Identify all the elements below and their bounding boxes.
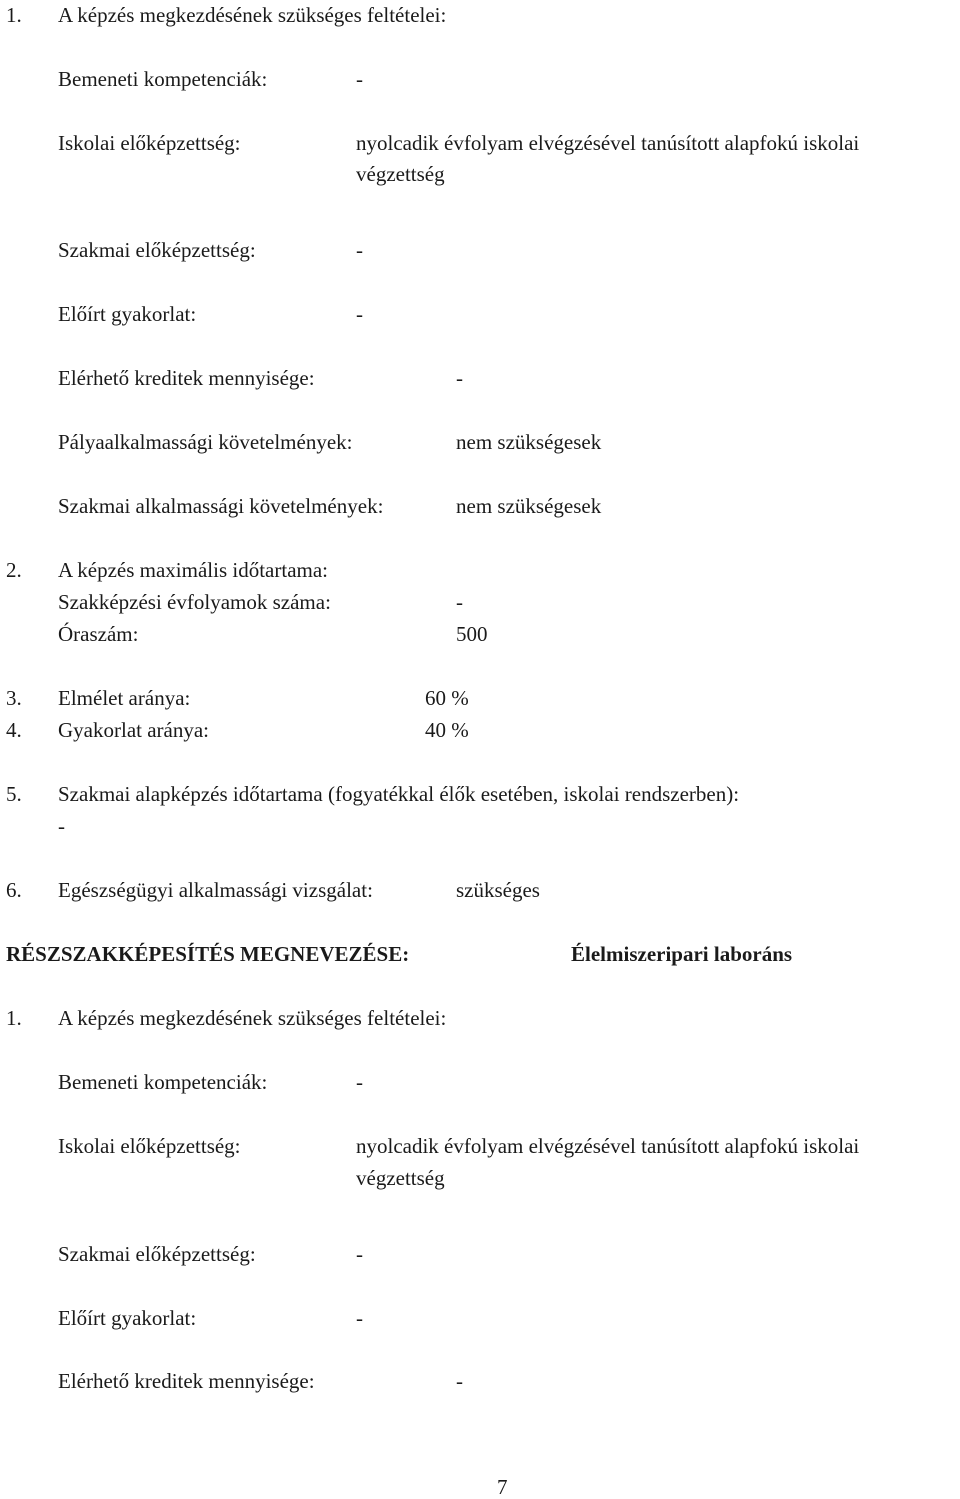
practice-ratio-value: 40 % — [425, 718, 469, 742]
section-number: 2. — [6, 558, 22, 582]
credits-label: Elérhető kreditek mennyisége: — [58, 366, 315, 390]
partial-qualification-heading: RÉSZSZAKKÉPESÍTÉS MEGNEVEZÉSE: — [6, 942, 410, 966]
section-number: 3. — [6, 686, 22, 710]
credits-label: Elérhető kreditek mennyisége: — [58, 1369, 315, 1393]
basic-training-duration-value: - — [58, 814, 65, 838]
school-prerequisite-value-cont: végzettség — [356, 162, 445, 186]
professional-prerequisite-value: - — [356, 238, 363, 262]
school-prerequisite-value: nyolcadik évfolyam elvégzésével tanúsított alapfokú iskolai — [356, 131, 860, 155]
section-title: A képzés megkezdésének szükséges feltételei: — [58, 3, 447, 27]
school-prerequisite-value-cont: végzettség — [356, 1166, 445, 1190]
required-practice-label: Előírt gyakorlat: — [58, 302, 197, 326]
max-duration-title: A képzés maximális időtartama: — [58, 558, 329, 582]
health-exam-label: Egészségügyi alkalmassági vizsgálat: — [58, 878, 373, 902]
required-practice-value: - — [356, 302, 363, 326]
professional-prerequisite-label: Szakmai előképzettség: — [58, 1242, 256, 1266]
section-number: 4. — [6, 718, 22, 742]
required-practice-value: - — [356, 1306, 363, 1330]
school-prerequisite-label: Iskolai előképzettség: — [58, 1134, 241, 1158]
basic-training-duration-label: Szakmai alapképzés időtartama (fogyatékkal élők esetében, iskolai rendszerben): — [58, 782, 740, 806]
theory-ratio-label: Elmélet aránya: — [58, 686, 191, 710]
page-number: 7 — [497, 1475, 508, 1499]
professional-prerequisite-value: - — [356, 1242, 363, 1266]
practice-ratio-label: Gyakorlat aránya: — [58, 718, 210, 742]
section-number: 1. — [6, 1006, 22, 1030]
input-competencies-value: - — [356, 1070, 363, 1094]
section-title: A képzés megkezdésének szükséges feltételei: — [58, 1006, 447, 1030]
credits-value: - — [456, 366, 463, 390]
input-competencies-label: Bemeneti kompetenciák: — [58, 67, 268, 91]
grade-count-value: - — [456, 590, 463, 614]
school-prerequisite-label: Iskolai előképzettség: — [58, 131, 241, 155]
career-aptitude-value: nem szükségesek — [456, 430, 602, 454]
grade-count-label: Szakképzési évfolyamok száma: — [58, 590, 331, 614]
section-number: 1. — [6, 3, 22, 27]
section-number: 5. — [6, 782, 22, 806]
input-competencies-value: - — [356, 67, 363, 91]
hours-label: Óraszám: — [58, 622, 139, 646]
theory-ratio-value: 60 % — [425, 686, 469, 710]
credits-value: - — [456, 1369, 463, 1393]
school-prerequisite-value: nyolcadik évfolyam elvégzésével tanúsított alapfokú iskolai — [356, 1134, 860, 1158]
hours-value: 500 — [456, 622, 488, 646]
professional-aptitude-label: Szakmai alkalmassági követelmények: — [58, 494, 384, 518]
section-number: 6. — [6, 878, 22, 902]
health-exam-value: szükséges — [456, 878, 540, 902]
input-competencies-label: Bemeneti kompetenciák: — [58, 1070, 268, 1094]
professional-aptitude-value: nem szükségesek — [456, 494, 602, 518]
professional-prerequisite-label: Szakmai előképzettség: — [58, 238, 256, 262]
required-practice-label: Előírt gyakorlat: — [58, 1306, 197, 1330]
partial-qualification-name: Élelmiszeripari laboráns — [571, 942, 793, 966]
career-aptitude-label: Pályaalkalmassági követelmények: — [58, 430, 353, 454]
